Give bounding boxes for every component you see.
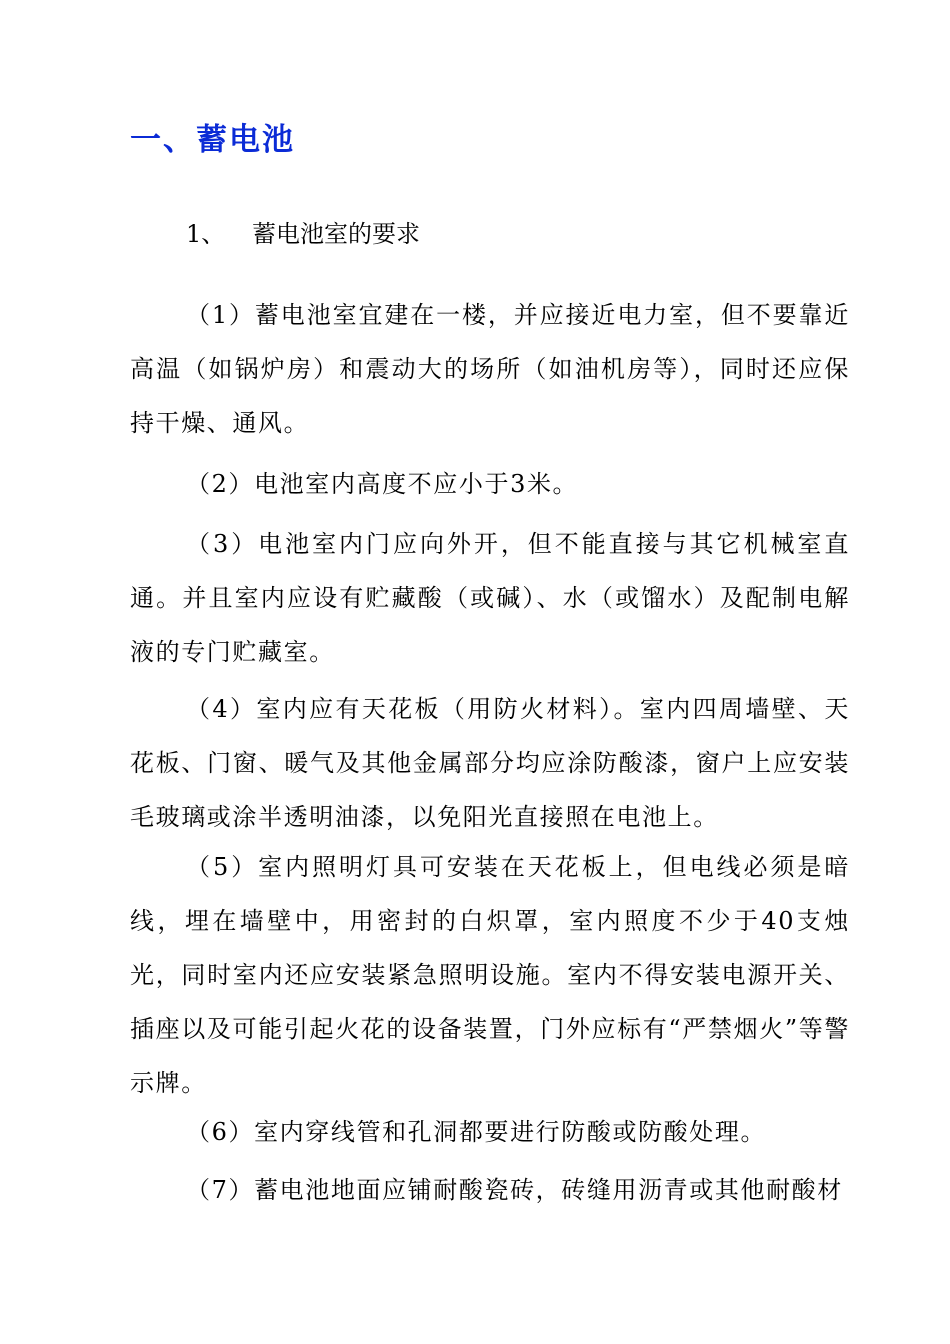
paragraph-5: （5）室内照明灯具可安装在天花板上，但电线必须是暗线，埋在墙壁中，用密封的白炽罩，室内照度不少于40支烛光，同时室内还应安装紧急照明设施。室内不得安装电源开关、插座以及可能引起火花的设备装置，门外应标有“严禁烟火”等警示牌。 bbox=[130, 853, 850, 1097]
section-title: 一、蓄电池 bbox=[130, 122, 295, 158]
paragraph-1: （1）蓄电池室宜建在一楼，并应接近电力室，但不要靠近高温（如锅炉房）和震动大的场所（如油机房等），同时还应保持干燥、通风。 bbox=[130, 301, 850, 437]
paragraph-3: （3）电池室内门应向外开，但不能直接与其它机械室直通。并且室内应设有贮藏酸（或碱）、水（或馏水）及配制电解液的专门贮藏室。 bbox=[130, 530, 850, 666]
subheading-number: 1、 bbox=[186, 220, 226, 248]
paragraph-2: （2）电池室内高度不应小于3米。 bbox=[186, 470, 579, 498]
paragraph-6: （6）室内穿线管和孔洞都要进行防酸或防酸处理。 bbox=[186, 1118, 767, 1146]
subheading-text: 蓄电池室的要求 bbox=[252, 220, 420, 248]
paragraph-4: （4）室内应有天花板（用防火材料）。室内四周墙壁、天花板、门窗、暖气及其他金属部分均应涂防酸漆，窗户上应安装毛玻璃或涂半透明油漆，以免阳光直接照在电池上。 bbox=[130, 695, 850, 831]
paragraph-7: （7）蓄电池地面应铺耐酸瓷砖，砖缝用沥青或其他耐酸材 bbox=[186, 1176, 843, 1204]
subheading bbox=[186, 214, 420, 249]
